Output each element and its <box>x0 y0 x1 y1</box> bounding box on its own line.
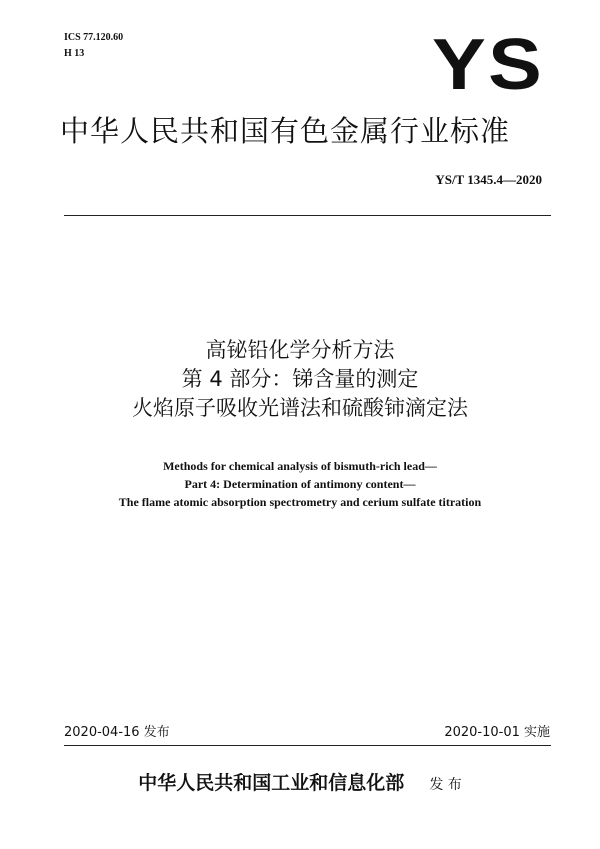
issuer-line <box>0 770 600 796</box>
ys-logo: YS <box>431 25 544 105</box>
classification-codes <box>64 30 123 62</box>
english-title-line-3: The flame atomic absorption spectrometry and cerium sulfate titration <box>118 495 482 509</box>
header-divider <box>64 215 551 216</box>
footer-divider <box>64 745 551 746</box>
standard-category-title: 中华人民共和国有色金属行业标准 <box>60 114 511 148</box>
chinese-title-line-3: 火焰原子吸收光谱法和硫酸铈滴定法 <box>132 396 468 420</box>
issuing-organization: 中华人民共和国工业和信息化部 <box>138 772 405 794</box>
chinese-title-line-1: 高铋铅化学分析方法 <box>205 338 395 362</box>
english-title-line-2: Part 4: Determination of antimony content— <box>184 477 416 491</box>
issue-verb: 发 布 <box>429 777 462 793</box>
standard-number: YS/T 1345.4—2020 <box>435 172 542 187</box>
ccs-code: H 13 <box>64 48 85 59</box>
ics-code: ICS 77.120.60 <box>64 32 124 43</box>
chinese-title-line-2: 第 4 部分：锑含量的测定 <box>181 367 419 391</box>
implementation-date: 2020-10-01 实施 <box>444 725 550 740</box>
english-title <box>0 457 600 511</box>
chinese-title <box>0 336 600 423</box>
english-title-line-1: Methods for chemical analysis of bismuth-rich lead— <box>163 459 437 473</box>
issue-date: 2020-04-16 发布 <box>64 725 170 740</box>
